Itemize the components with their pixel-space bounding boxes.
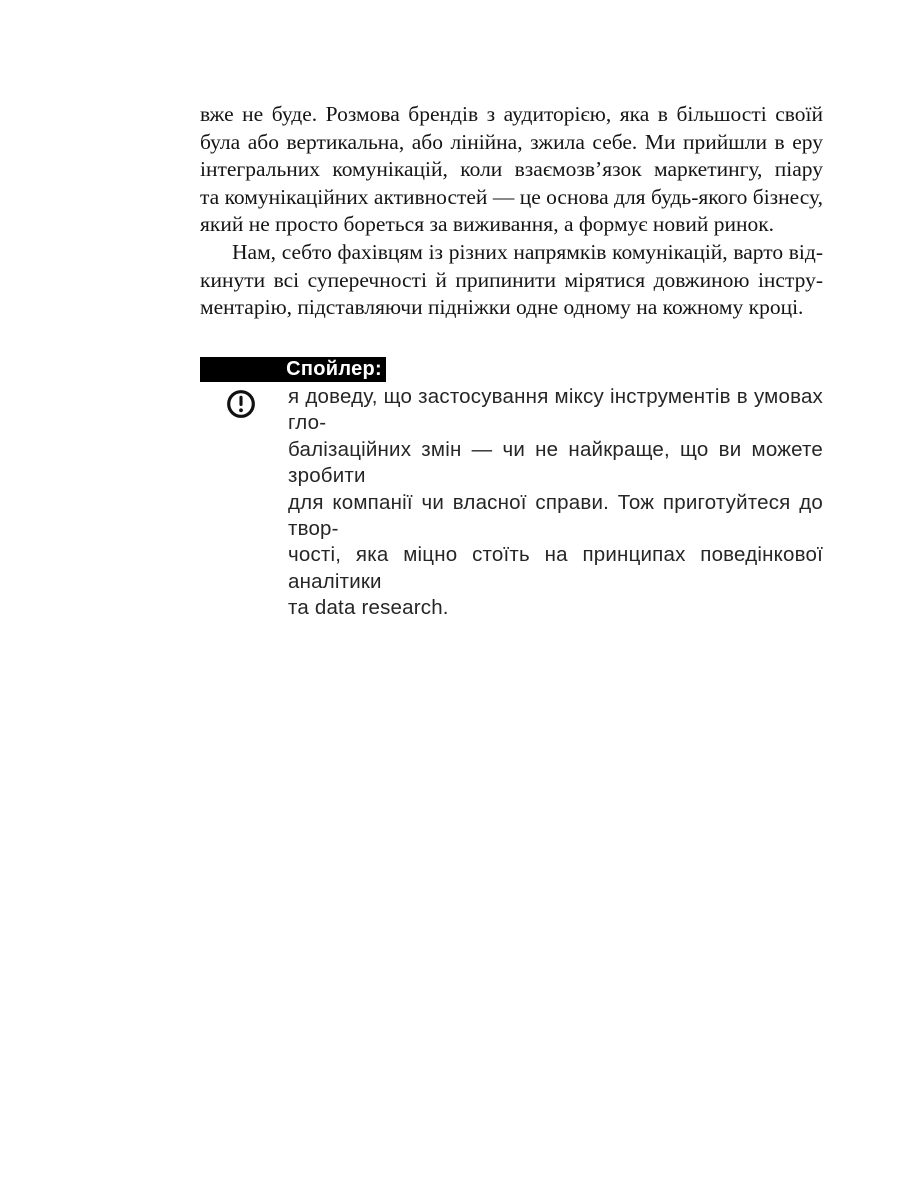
text-line: балізаційних змін — чи не найкраще, що ви можете зробити (288, 437, 823, 488)
text-line: який не просто бореться за виживання, а формує новий ринок. (200, 212, 775, 237)
text-line: інтегральних комунікацій, коли взаємозв’язок маркетингу, піару (200, 157, 823, 182)
text-line: для компанії чи власної справи. Тож приготуйтеся до твор- (288, 490, 823, 541)
text-line: я доведу, що застосування міксу інструментів в умовах гло- (288, 385, 823, 435)
paragraph-second (200, 239, 823, 322)
text-line: ментарію, підставляючи підніжки одне одному на кожному кроці. (200, 295, 804, 320)
text-line: Нам, себто фахівцям із різних напрямків комунікацій, варто від- (232, 239, 823, 264)
spoiler-label: Спойлер: (286, 358, 382, 380)
text-line: вже не буде. Розмова брендів з аудиторією, яка в більшості своїй (200, 102, 823, 126)
paragraph-continuation (200, 101, 823, 239)
spoiler-label-bar (200, 357, 386, 382)
text-line: та комунікаційних активностей — це основа для будь-якого бізнесу, (200, 184, 823, 209)
text-line: кинути всі суперечності й припинити мірятися довжиною інстру- (200, 267, 823, 292)
exclamation-circle-icon (226, 389, 256, 419)
spoiler-text (288, 384, 823, 622)
text-line: та data research. (288, 596, 449, 620)
text-line: чості, яка міцно стоїть на принципах поведінкової аналітики (288, 543, 823, 593)
body-text-block (200, 101, 823, 322)
text-line: була або вертикальна, або лінійна, зжила себе. Ми прийшли в еру (200, 129, 823, 154)
